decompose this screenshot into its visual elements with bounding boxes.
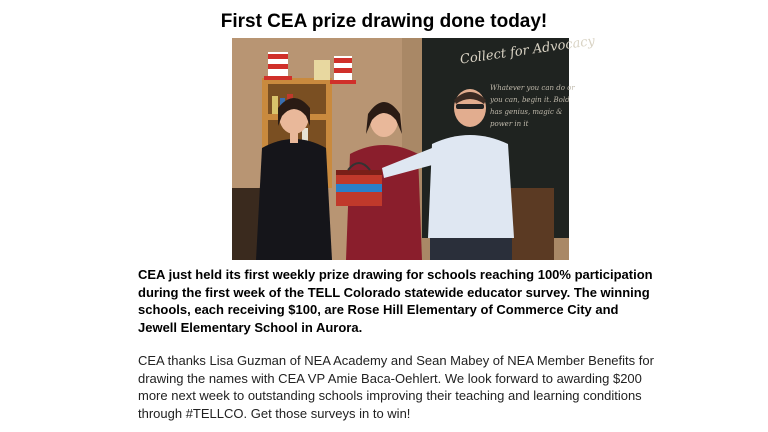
photo-illustration (232, 33, 596, 260)
chalkboard-heading: Collect for Advocacy (459, 33, 596, 68)
striped-hat-left (264, 52, 292, 80)
chalkboard-line-1: Whatever you can do or (490, 84, 575, 92)
chalkboard-line-2: you can, begin it. Bold (490, 96, 570, 104)
slide-title: First CEA prize drawing done today! (220, 11, 548, 32)
announcement-paragraph: CEA just held its first weekly prize drawing for schools reaching 100% participation during the first week of the TELL Colorado statewide educator survey. The winning schools, each receiving $100, are Rose Hill Elementary of Commerce City and Jewell Elementary School in Aurora. (138, 267, 653, 335)
chalkboard-line-3: has genius, magic & (490, 108, 563, 116)
book-on-shelf (314, 60, 330, 80)
chalkboard-line-4: power in it (490, 120, 529, 128)
prize-drawing-photo (232, 33, 596, 260)
thanks-paragraph: CEA thanks Lisa Guzman of NEA Academy and Sean Mabey of NEA Member Benefits for drawing the names with CEA VP Amie Baca-Oehlert. We look forward to awarding $200 more next week to outstanding schools improving their teaching and learning conditions through #TELLCO. Get those surveys in to win! (138, 353, 654, 421)
